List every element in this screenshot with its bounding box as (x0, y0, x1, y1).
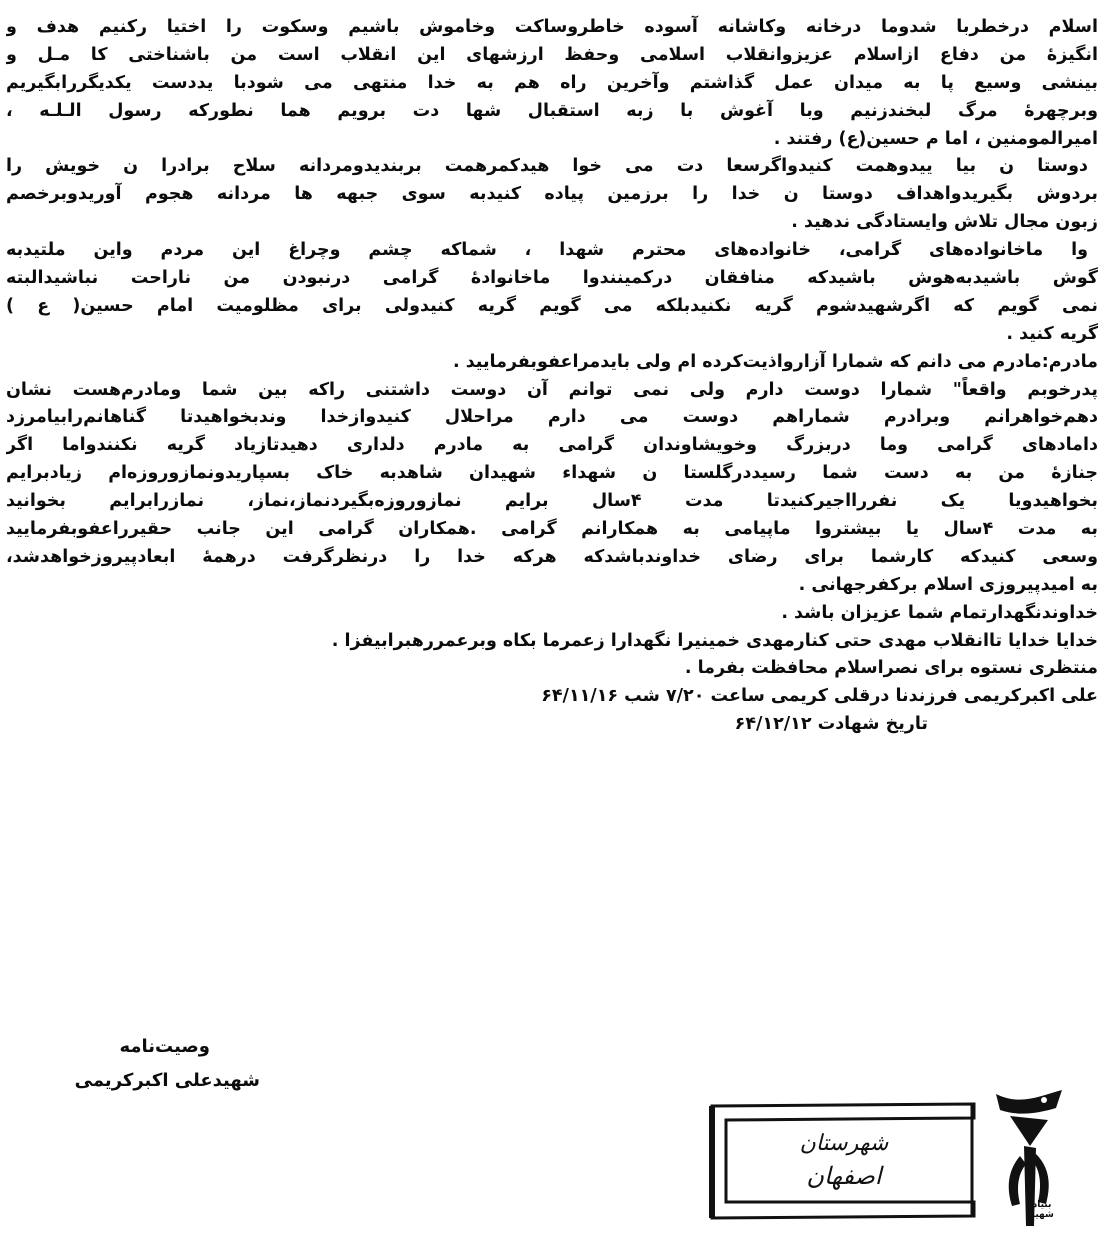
signature-title: وصیت‌نامه (119, 1036, 210, 1057)
letter-line: خداوندنگهدارتمام شما عزیزان باشد . (781, 602, 1098, 623)
letter-line: مادرم:مادرم می دانم که شمارا آزارواذیت‌کرده ام ولی بایدمراعفوبفرمایید . (452, 351, 1098, 372)
signature-block (0, 1030, 260, 1098)
letter-line: پدرخوبم واقعاً" شمارا دوست دارم ولی نمی توانم آن دوست داشتنی راکه بین شما ومادرم‌هست نشان (6, 379, 1098, 400)
letter-line: اسلام درخطربا شدوما درخانه وکاشانه آسوده خاطروساکت وخاموش باشیم وسکوت را اختیا رکنیم هدف و (6, 17, 1098, 37)
letter-line: داماد‌های گرامی وما دربزرگ وخویشاوندان گرامی به مادرم دلداری دهیدتازیاد گریه نکنندواما اگر (6, 435, 1098, 456)
letter-line: به امیدپیروزی اسلام برکفرجهانی . (798, 574, 1098, 595)
letter-line: منتظری نستوه برای نصراسلام محافظت بفرما . (684, 658, 1098, 679)
letter-body (6, 14, 1098, 739)
stamp-line-1: شهرستان (799, 1131, 889, 1156)
letter-line: وسعی کنیدکه کارشما برای رضای خداوندباشدکه هرکه خدا را درنظرگرفت درهمهٔ ابعادپیروزخواهدشد، (6, 546, 1098, 567)
signature-name: شهیدعلی اکبرکریمی (74, 1070, 260, 1091)
martyr-foundation-emblem-icon (990, 1086, 1066, 1236)
letter-line: گریه کنید . (1006, 323, 1098, 344)
letter-line: وبرچهرهٔ مرگ لبخندزنیم وبا آغوش با زبه استقبال شها دت برویم هما نطورکه رسول الـلـه ، (6, 100, 1098, 121)
letter-line: بخواهیدویا یک نفررااجیرکنیدتا مدت ۴سال برایم نمازوروزه‌بگیردنماز،نماز، نمازرابرایم بخوانید (6, 491, 1098, 512)
letter-line: نمی گویم که اگرشهیدشوم گریه نکنیدبلکه می گویم گریه کنیدولی برای مظلومیت امام حسین( ع ) (6, 295, 1098, 316)
letter-line: بینشی وسیع پا به میدان عمل گذاشتم وآخرین راه هم به خدا منتهی می شودبا یددست یکدیگررابگیریم (6, 72, 1098, 93)
city-stamp (704, 1084, 984, 1234)
letter-line: بردوش بگیریدواهداف دوستا ن خدا را برزمین پیاده کنیدبه سوی جبهه ها مردانه هجوم آوریدوبرخصم (6, 184, 1098, 205)
letter-line: زبون مجال تلاش وایستادگی ندهید . (791, 212, 1098, 233)
letter-line: انگیزهٔ من دفاع ازاسلام عزیزوانقلاب اسلامی وحفظ ارزشهای این انقلاب است من باشناختی کا مـل و (6, 44, 1098, 65)
emblem-caption: بنیاد شهید (1030, 1200, 1054, 1220)
letter-line: علی اکبرکریمی فرزندنا درقلی کریمی ساعت ۷/۲۰ شب ۶۴/۱۱/۱۶ (541, 686, 1098, 707)
letter-line: دهم‌خواهرانم وبرادرم شماراهم دوست می دارم مراحلال کنیدواز‌خدا وندبخواهیدتا گناهانم‌رابیامرزد (6, 407, 1098, 428)
letter-line: دوستا ن بیا ییدوهمت کنیدواگرسعا دت می خوا هیدکمرهمت بربندیدومردانه سلاح برادرا ن خویش را (6, 156, 1088, 177)
letter-line: گوش باشیدبه‌هوش باشیدکه منافقان درکمینندوا ماخانوادهٔ گرامی درنبودن من ناراحت نباشیدالبته (6, 268, 1098, 289)
letter-line: به مدت ۴سال یا بیشتروا ماپیامی به همکارانم گرامی .همکاران گرامی این جانب حقیرراعفوبفرمایید (6, 519, 1098, 540)
letter-line: وا ماخانواده‌های گرامی، خانواده‌های محترم شهدا ، شماکه چشم وچراغ این مردم واین ملتیدبه (6, 240, 1088, 261)
letter-line: خدایا خدایا تاانقلاب مهدی حتی کنارمهدی خمینیرا نگهدارا زعمرما بکاه وبرعمررهبرابیفزا . (331, 630, 1098, 651)
stamp-line-2: اصفهان (806, 1162, 882, 1190)
letter-line: تاریخ شهادت ۶۴/۱۲/۱۲ (734, 714, 928, 735)
letter-line: جنازهٔ من به دست شما رسیددرگلستا ن شهداء شهیدان شاهدبه خاک بسپاریدونمازوروزه‌ام زیادبرایم (6, 463, 1098, 484)
letter-line: امیرالمومنین ، اما م حسین(ع) رفتند . (773, 128, 1098, 149)
